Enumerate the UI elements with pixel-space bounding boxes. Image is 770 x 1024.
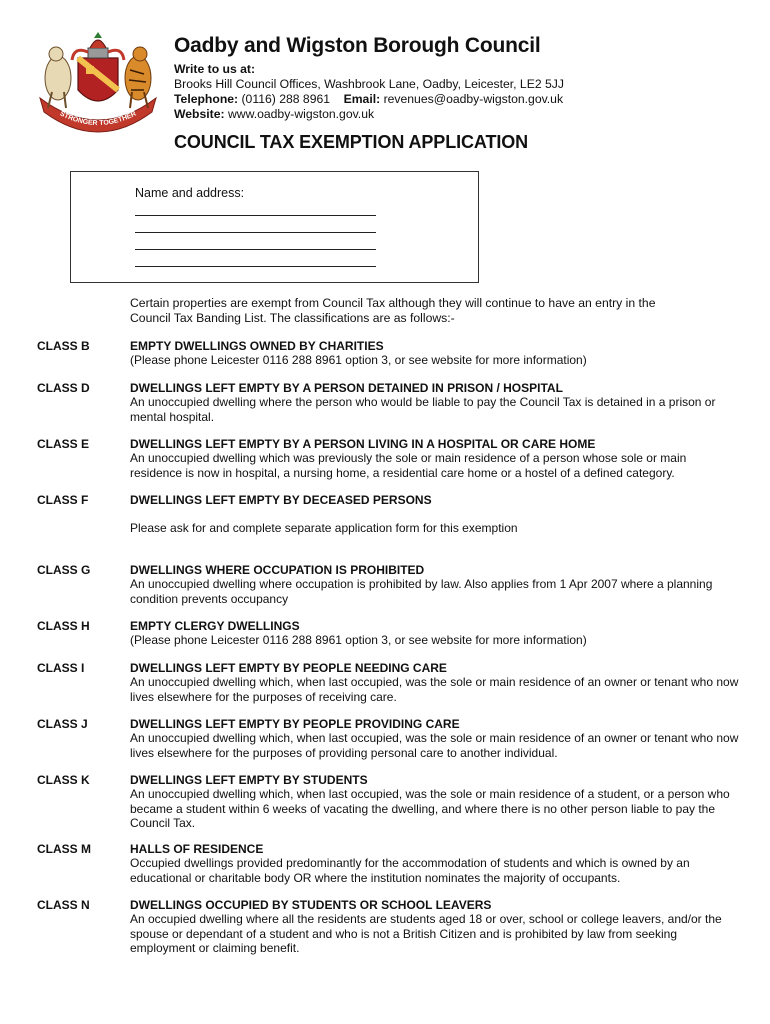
class-heading: DWELLINGS LEFT EMPTY BY A PERSON DETAINED IN PRISON / HOSPITAL [130, 381, 563, 395]
class-label: CLASS H [37, 619, 90, 633]
address-line-4[interactable] [135, 266, 376, 267]
website-label: Website: [174, 107, 225, 121]
class-description: An unoccupied dwelling which, when last occupied, was the sole or main residence of an owner or tenant who now lives elsewhere for the purposes of receiving care. [130, 675, 739, 704]
website-link[interactable]: www.oadby-wigston.gov.uk [227, 107, 375, 121]
class-description: (Please phone Leicester 0116 288 8961 option 3, or see website for more information) [130, 633, 587, 648]
class-description: An occupied dwelling where all the residents are students aged 18 or over, school or college leavers, and/or the spouse or dependant of a student and who is not a British Citizen and is prohibited by law from seeking employment or claiming benefit. [130, 912, 722, 956]
write-label: Write to us at: [174, 62, 256, 76]
council-name: Oadby and Wigston Borough Council [174, 34, 541, 57]
address-line-2[interactable] [135, 232, 376, 233]
class-heading: DWELLINGS LEFT EMPTY BY STUDENTS [130, 773, 368, 787]
class-label: CLASS B [37, 339, 90, 353]
class-heading: EMPTY CLERGY DWELLINGS [130, 619, 300, 633]
council-address: Brooks Hill Council Offices, Washbrook Lane, Oadby, Leicester, LE2 5JJ [174, 77, 564, 91]
intro-text: Certain properties are exempt from Council Tax although they will continue to have an entry in the Council Tax Banding List. The classifications are as follows:- [130, 296, 656, 325]
class-description: An unoccupied dwelling which was previously the sole or main residence of a person whose sole or main residence is now in hospital, a nursing home, a residential care home or a hostel of a defined category. [130, 451, 687, 480]
class-note: Please ask for and complete separate application form for this exemption [130, 521, 518, 536]
telephone-label: Telephone: [174, 92, 239, 106]
address-line-3[interactable] [135, 249, 376, 250]
address-line-1[interactable] [135, 215, 376, 216]
header [174, 34, 734, 122]
name-address-label: Name and address: [135, 186, 245, 200]
council-crest-logo [34, 30, 162, 142]
class-label: CLASS N [37, 898, 90, 912]
email-label: Email: [343, 92, 381, 106]
class-description: (Please phone Leicester 0116 288 8961 option 3, or see website for more information) [130, 353, 587, 368]
class-heading: DWELLINGS WHERE OCCUPATION IS PROHIBITED [130, 563, 425, 577]
class-description: An unoccupied dwelling which, when last occupied, was the sole or main residence of a student, or a person who became a student within 6 weeks of vacating the dwelling, and where there is no other person liable to pay the Council Tax. [130, 787, 730, 831]
class-heading: HALLS OF RESIDENCE [130, 842, 264, 856]
class-label: CLASS I [37, 661, 85, 675]
class-label: CLASS K [37, 773, 90, 787]
class-label: CLASS G [37, 563, 91, 577]
telephone-number: (0116) 288 8961 [241, 92, 331, 106]
class-description: An unoccupied dwelling which, when last occupied, was the sole or main residence of an owner or tenant who now lives elsewhere for the purposes of providing personal care to another individual. [130, 731, 739, 760]
crest-motto: STRONGER TOGETHER [58, 110, 138, 128]
class-description: An unoccupied dwelling where occupation is prohibited by law. Also applies from 1 Apr 2007 where a planning condition prevents occupancy [130, 577, 713, 606]
class-heading: DWELLINGS LEFT EMPTY BY PEOPLE NEEDING CARE [130, 661, 447, 675]
class-label: CLASS J [37, 717, 88, 731]
class-heading: DWELLINGS OCCUPIED BY STUDENTS OR SCHOOL LEAVERS [130, 898, 492, 912]
class-description: Occupied dwellings provided predominantly for the accommodation of students and which is owned by an educational or charitable body OR where the institution nominates the majority of occupants. [130, 856, 690, 885]
class-heading: DWELLINGS LEFT EMPTY BY PEOPLE PROVIDING CARE [130, 717, 460, 731]
class-label: CLASS D [37, 381, 90, 395]
class-label: CLASS E [37, 437, 90, 451]
class-heading: EMPTY DWELLINGS OWNED BY CHARITIES [130, 339, 384, 353]
email-address[interactable]: revenues@oadby-wigston.gov.uk [383, 92, 564, 106]
class-heading: DWELLINGS LEFT EMPTY BY DECEASED PERSONS [130, 493, 432, 507]
class-label: CLASS M [37, 842, 91, 856]
page-title: COUNCIL TAX EXEMPTION APPLICATION [174, 132, 529, 152]
class-description: An unoccupied dwelling where the person who would be liable to pay the Council Tax is detained in a prison or mental hospital. [130, 395, 716, 424]
class-heading: DWELLINGS LEFT EMPTY BY A PERSON LIVING IN A HOSPITAL OR CARE HOME [130, 437, 596, 451]
name-address-box [70, 171, 479, 283]
class-label: CLASS F [37, 493, 89, 507]
